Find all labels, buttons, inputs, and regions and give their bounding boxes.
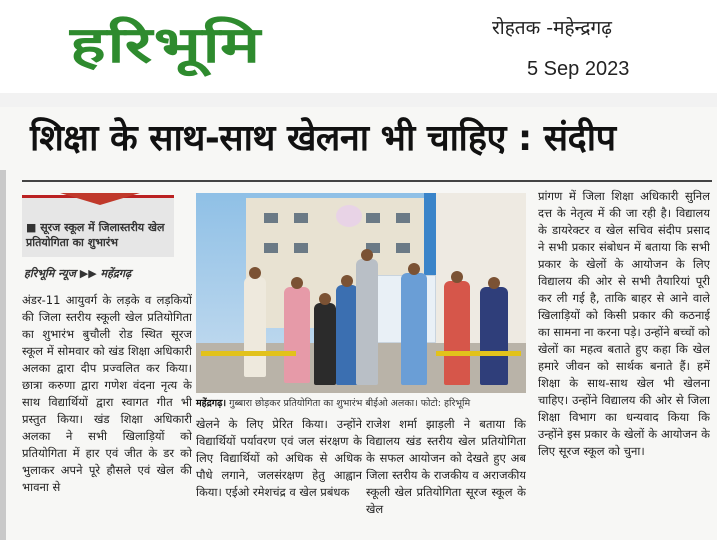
- kicker-text: सूरज स्कूल में जिलास्तरीय खेल प्रतियोगिता का शुभारंभ: [26, 221, 165, 249]
- photo-window: [366, 213, 380, 223]
- caption-place: महेंद्रगढ़।: [196, 398, 227, 409]
- photo-window: [264, 213, 278, 223]
- photo-yellow-railing: [436, 351, 521, 356]
- article-photo: [196, 193, 526, 393]
- photo-person: [444, 281, 470, 385]
- photo-window: [294, 243, 308, 253]
- clipped-previous-row: [0, 93, 717, 107]
- masthead: [0, 0, 717, 92]
- article-byline: हरिभूमि न्यूज ▶▶ महेंद्रगढ़: [24, 267, 132, 280]
- photo-building-right: [426, 193, 526, 363]
- photo-window: [396, 213, 410, 223]
- photo-balloons: [336, 205, 362, 227]
- photo-person: [356, 259, 378, 385]
- article-column-3: राजेश शर्मा झाड़ली ने बताया कि विद्यालय खंड स्तरीय खेल प्रतियोगिता के सफल आयोजन को देखते हुए अब जिला स्तरीय के राजकीय व अराजकीय स्कूली खेल प्रतियोगिता सूरज स्कूल के खेल: [366, 417, 526, 516]
- photo-person-head: [451, 271, 463, 283]
- photo-yellow-railing: [201, 351, 296, 356]
- caption-text: गुब्बारा छोड़कर प्रतियोगिता का शुभारंभ बीईओ अलका। फोटो: हरिभूमि: [229, 398, 471, 409]
- photo-person-head: [361, 249, 373, 261]
- article-column-2: खेलने के लिए प्रेरित किया। उन्होंने विद्यार्थियों पर्यावरण एवं जल संरक्षण के लिए विद्यार्थियों को अधिक से अधिक पौधे लगाने, जलसंरक्षण हेतु आह्वान किया। एईओ रमेशचंद्र व खेल प्रबंधक: [196, 417, 362, 499]
- photo-caption: [196, 396, 526, 409]
- headline-rule: [22, 180, 712, 182]
- edition-name: रोहतक -महेन्द्रगढ़: [492, 17, 612, 39]
- photo-person: [480, 287, 508, 385]
- page-edge: [0, 170, 6, 540]
- photo-person-head: [408, 263, 420, 275]
- photo-person-head: [319, 293, 331, 305]
- photo-person-head: [341, 275, 353, 287]
- photo-person-head: [488, 277, 500, 289]
- photo-person: [314, 303, 336, 385]
- article-kicker: ■ सूरज स्कूल में जिलास्तरीय खेल प्रतियोगिता का शुभारंभ: [26, 221, 165, 249]
- article-column-1: अंडर-11 आयुवर्ग के लड़के व लड़कियों की जिला स्तरीय स्कूली खेल प्रतियोगिता का शुभारंभ बुचौली रोड स्थित सूरज स्कूल में सोमवार को खंड शिक्षा अधिकारी अलका द्वारा दीप प्रज्वलित कर किया। छात्रा करुणा द्वारा गणेश वंदना नृत्य के साथ विद्यार्थियों द्वारा स्वागत गीत भी प्रस्तुत किया। खंड शिक्षा अधिकारी अलका ने सभी खिलाड़ियों को प्रतियोगिता में हार एवं जीत के डर को भुलाकर अपने पूरे हौसले एवं खेल की भावना से: [22, 293, 192, 494]
- photo-window: [396, 243, 410, 253]
- photo-window: [294, 213, 308, 223]
- photo-window: [264, 243, 278, 253]
- article-column-4: प्रांगण में जिला शिक्षा अधिकारी सुनिल दत्त के नेतृत्व में की जा रही है। विद्यालय के डायरेक्टर व खेल सचिव संदीप प्रसाद ने सभी प्रकार संबोधन में बताया कि सभी प्रकार के खेलों के आयोजन के लिए विद्यालय की ओर से सभी तैयारियां पूरी कर ली गई है, ताकि बाहर से आने वाले खिलाड़ियों को किसी प्रकार की कठनाई का सामना ना करना पड़े। उन्होंने बच्चों को खेलों का महत्व बताते हुए कहा कि खेल हमारे जीवन को सार्थक बनाते हैं। हमें शिक्षा के साथ-साथ खेल भी खेलना चाहिए। उन्होंने विद्यालय की ओर से जिला शिक्षा विभाग का धन्यवाद किया कि उन्होंने इस प्रकार के खेलों के आयोजन के लिए सूरज स्कूल को चुना।: [538, 189, 710, 458]
- photo-person: [401, 273, 427, 385]
- photo-person: [244, 277, 266, 377]
- article-headline: शिक्षा के साथ-साथ खेलना भी चाहिए : संदीप: [30, 118, 616, 159]
- publication-date: 5 Sep 2023: [527, 58, 630, 80]
- photo-person: [284, 287, 310, 383]
- photo-person-head: [291, 277, 303, 289]
- kicker-chevron: [60, 193, 140, 205]
- photo-person: [336, 285, 358, 385]
- photo-person-head: [249, 267, 261, 279]
- newspaper-logo: हरिभूमि: [70, 16, 262, 74]
